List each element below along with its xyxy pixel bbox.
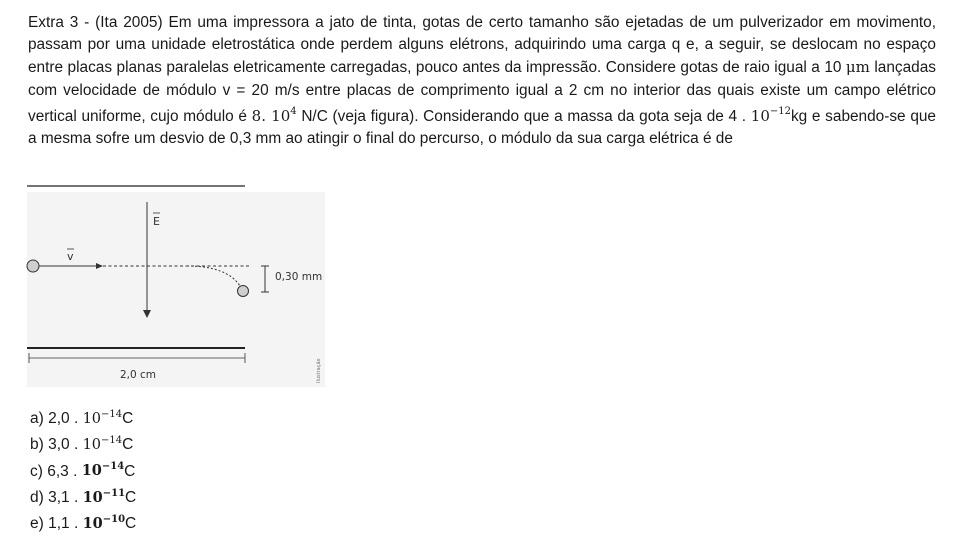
field-mantissa: 8. 10	[251, 106, 291, 125]
problem-text-part-3: (veja figura). Considerando que a massa da gota seja de 4 .	[327, 107, 751, 125]
mass-power	[751, 107, 791, 125]
option-label: a) 2,0 .	[30, 409, 83, 427]
mass-exponent: −12	[769, 105, 791, 117]
option-a[interactable]	[30, 404, 136, 430]
option-label: b) 3,0 .	[30, 436, 83, 454]
option-base: 10	[82, 437, 102, 454]
figure-credit: Ilustração	[316, 358, 322, 383]
field-magnitude	[252, 107, 297, 125]
option-base: 10	[82, 410, 102, 427]
option-power	[83, 437, 123, 453]
option-c[interactable]	[30, 457, 136, 483]
option-label: e) 1,1 .	[30, 515, 83, 533]
option-e[interactable]	[30, 509, 136, 535]
field-label: E	[153, 215, 160, 228]
option-base: 10	[82, 515, 103, 533]
option-power	[82, 462, 124, 479]
option-unit: C	[125, 515, 137, 533]
deflection-figure	[22, 180, 332, 390]
option-base: 10	[82, 488, 103, 506]
field-unit: N/C	[296, 107, 328, 125]
option-unit: C	[122, 436, 134, 454]
option-exponent: −14	[101, 435, 123, 447]
option-power	[83, 489, 125, 506]
option-exponent: −10	[102, 514, 126, 526]
option-b[interactable]	[30, 430, 136, 456]
option-base: 10	[81, 462, 102, 480]
option-power	[83, 411, 123, 427]
option-exponent: −14	[101, 461, 125, 473]
problem-text-part-2: lançadas com velocidade de módulo v = 20 m/s entre placas de comprimento igual a 2 cm no interior das quais existe um campo elétrico vertical uniforme, cujo módulo é	[28, 59, 936, 125]
problem-text-part-4: kg e sabendo-se que a mesma sofre um desvio de 0,3 mm ao atingir o final do percurso, o módulo da sua carga elétrica é de	[28, 107, 936, 148]
micro-unit: μm	[845, 58, 870, 77]
option-label: c) 6,3 .	[30, 462, 82, 480]
option-d[interactable]	[30, 483, 136, 509]
option-unit: C	[122, 409, 134, 427]
option-unit: C	[125, 488, 137, 506]
problem-statement	[28, 12, 936, 150]
option-unit: C	[124, 462, 136, 480]
mass-base: 10	[750, 106, 770, 125]
drop-initial	[27, 260, 39, 272]
problem-text-part-1: Extra 3 - (Ita 2005) Em uma impressora a jato de tinta, gotas de certo tamanho são ejetadas de um pulverizador em movimento, passam por uma unidade eletrostática onde perdem alguns elétrons, adquirindo uma carga q e, a seguir, se deslocam no espaço entre placas planas paralelas eletricamente carregadas, pouco antes da impressão. Considere gotas de raio igual a 10	[28, 14, 936, 77]
answer-options	[30, 404, 136, 536]
figure-svg	[22, 180, 332, 390]
option-exponent: −14	[101, 409, 123, 420]
field-exponent: 4	[290, 105, 297, 117]
length-label: 2,0 cm	[120, 369, 157, 381]
deflection-label: 0,30 mm	[275, 271, 323, 283]
option-power	[83, 515, 125, 532]
option-label: d) 3,1 .	[30, 488, 83, 506]
option-exponent: −11	[102, 487, 126, 499]
velocity-label: v	[67, 250, 74, 263]
drop-deflected	[238, 286, 249, 297]
